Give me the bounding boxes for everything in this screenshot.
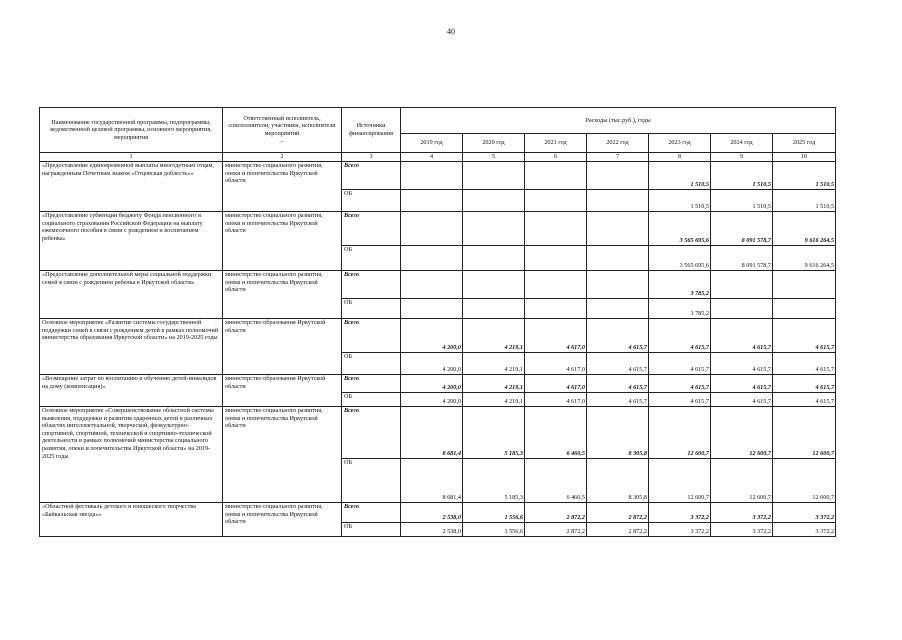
- ob-value: 4 200,0: [401, 353, 463, 375]
- total-value: 3 372,2: [711, 503, 773, 523]
- header-expenses: Расходы (тыс.руб.), годы: [401, 108, 836, 134]
- total-value: 4 615,7: [587, 319, 649, 353]
- ob-value: [401, 246, 463, 271]
- column-index: 3: [342, 153, 401, 162]
- ob-value: 4 615,7: [773, 353, 836, 375]
- total-value: [401, 162, 463, 190]
- ob-value: [463, 299, 525, 319]
- ob-value: 12 600,7: [711, 459, 773, 503]
- source-total: Всего: [342, 407, 401, 459]
- total-value: [587, 212, 649, 246]
- ob-value: [587, 299, 649, 319]
- header-responsible: [223, 108, 342, 153]
- ob-value: 4 615,7: [649, 353, 711, 375]
- total-value: 8 681,4: [401, 407, 463, 459]
- total-value: 12 600,7: [649, 407, 711, 459]
- header-year: 2021 год: [525, 134, 587, 153]
- table-row: [40, 271, 836, 299]
- ob-value: [463, 246, 525, 271]
- ob-value: [525, 299, 587, 319]
- row-name: «Предоставление единовременной выплаты многодетным отцам, награжденным Почетным знаком «Отцовская доблесть»»: [40, 162, 223, 212]
- total-value: 2 538,0: [401, 503, 463, 523]
- total-value: 2 872,2: [525, 503, 587, 523]
- source-total: Всего: [342, 162, 401, 190]
- ob-value: 1 556,6: [463, 523, 525, 537]
- total-value: 4 219,1: [463, 375, 525, 393]
- ob-value: 2 538,0: [401, 523, 463, 537]
- ob-value: [525, 246, 587, 271]
- header-year: 2020 год: [463, 134, 525, 153]
- table-row: [40, 162, 836, 190]
- ob-value: 4 615,7: [773, 393, 836, 407]
- ob-value: 8 091 578,7: [711, 246, 773, 271]
- total-value: 1 510,5: [711, 162, 773, 190]
- total-value: [773, 271, 836, 299]
- total-value: 4 615,7: [649, 319, 711, 353]
- ob-value: [525, 190, 587, 212]
- ob-value: 1 510,5: [649, 190, 711, 212]
- total-value: 5 185,3: [463, 407, 525, 459]
- row-responsible: министерство образования Иркутской области: [223, 319, 342, 375]
- row-responsible: министерство социального развития, опеки и попечительства Иркутской области: [223, 407, 342, 503]
- total-value: 4 615,7: [711, 375, 773, 393]
- total-value: 4 615,7: [773, 375, 836, 393]
- total-value: 3 372,2: [773, 503, 836, 523]
- header-year: 2024 год: [711, 134, 773, 153]
- ob-value: 2 872,2: [587, 523, 649, 537]
- header-year: 2025 год: [773, 134, 836, 153]
- total-value: [587, 162, 649, 190]
- source-ob: ОБ: [342, 246, 401, 271]
- ob-value: 4 615,7: [711, 393, 773, 407]
- source-ob: ОБ: [342, 393, 401, 407]
- header-year: 2023 год: [649, 134, 711, 153]
- column-index: 1: [40, 153, 223, 162]
- header-year: 2022 год: [587, 134, 649, 153]
- column-index: 4: [401, 153, 463, 162]
- row-responsible: министерство социального развития, опеки и попечительства Иркутской области: [223, 212, 342, 271]
- ob-value: 4 615,7: [649, 393, 711, 407]
- total-value: 6 460,5: [525, 407, 587, 459]
- total-value: 12 600,7: [773, 407, 836, 459]
- column-index: 9: [711, 153, 773, 162]
- total-value: 4 615,7: [587, 375, 649, 393]
- header-name: Наименование государственной программы, подпрограммы, ведомственной целевой программы, основного мероприятия, мероприятия: [40, 108, 223, 153]
- source-total: Всего: [342, 375, 401, 393]
- total-value: [525, 271, 587, 299]
- ob-value: 3 785,2: [649, 299, 711, 319]
- source-ob: ОБ: [342, 190, 401, 212]
- row-name: Основное мероприятие «Совершенствование областной системы выявления, поддержки и развития одаренных детей в различных областях интеллектуальной, творческой, физкультурно-спортивной, спортивной, технической и спортивно-технической деятельности в рамках полномочий министерства социального развития, опеки и попечительства Иркутской области» на 2019-2025 годы: [40, 407, 223, 503]
- total-value: 3 372,2: [649, 503, 711, 523]
- ob-value: 4 615,7: [711, 353, 773, 375]
- total-value: 4 615,7: [711, 319, 773, 353]
- total-value: 4 200,0: [401, 375, 463, 393]
- row-responsible: министерство социального развития, опеки и попечительства Иркутской области: [223, 503, 342, 537]
- ob-value: [401, 299, 463, 319]
- expenses-table: [39, 107, 836, 537]
- total-value: 1 556,6: [463, 503, 525, 523]
- source-total: Всего: [342, 212, 401, 246]
- ob-value: 3 372,2: [711, 523, 773, 537]
- ob-value: 9 616 264,5: [773, 246, 836, 271]
- total-value: 4 615,7: [649, 375, 711, 393]
- ob-value: 4 219,1: [463, 393, 525, 407]
- ob-value: [463, 190, 525, 212]
- ob-value: 4 617,0: [525, 353, 587, 375]
- total-value: 4 617,0: [525, 375, 587, 393]
- source-total: Всего: [342, 503, 401, 523]
- column-index: 8: [649, 153, 711, 162]
- ob-value: 3 372,2: [773, 523, 836, 537]
- ob-value: 4 219,1: [463, 353, 525, 375]
- total-value: 1 510,5: [649, 162, 711, 190]
- total-value: 8 305,8: [587, 407, 649, 459]
- total-value: [587, 271, 649, 299]
- row-name: Основное мероприятие «Развитие системы государственной поддержки семей в связи с рождением детей в рамках полномочий министерства образования Иркутской области» на 2019-2025 годы: [40, 319, 223, 375]
- ob-value: 5 185,3: [463, 459, 525, 503]
- row-name: «Возмещение затрат по воспитанию и обучению детей-инвалидов на дому (компенсация)»: [40, 375, 223, 407]
- table-row: [40, 375, 836, 393]
- page-number: 40: [447, 27, 455, 36]
- total-value: 4 200,0: [401, 319, 463, 353]
- ob-value: 12 600,7: [773, 459, 836, 503]
- total-value: [463, 212, 525, 246]
- table-row: [40, 319, 836, 353]
- column-index: 7: [587, 153, 649, 162]
- ob-value: [711, 299, 773, 319]
- total-value: 1 510,5: [773, 162, 836, 190]
- ob-value: 4 615,7: [587, 353, 649, 375]
- source-ob: ОБ: [342, 299, 401, 319]
- column-index: 6: [525, 153, 587, 162]
- total-value: 9 616 264,5: [773, 212, 836, 246]
- source-ob: ОБ: [342, 353, 401, 375]
- column-index: 5: [463, 153, 525, 162]
- ob-value: 6 460,5: [525, 459, 587, 503]
- ob-value: 1 510,5: [711, 190, 773, 212]
- header-responsible-suffix: –: [280, 137, 284, 145]
- total-value: 4 617,0: [525, 319, 587, 353]
- ob-value: [587, 190, 649, 212]
- total-value: 4 219,1: [463, 319, 525, 353]
- total-value: 3 785,2: [649, 271, 711, 299]
- total-value: [463, 162, 525, 190]
- ob-value: [401, 190, 463, 212]
- ob-value: 12 600,7: [649, 459, 711, 503]
- row-name: «Предоставление субвенции бюджету Фонда пенсионного и социального страхования Российской Федерации на выплату ежемесячного пособия в связи с рождением и воспитанием ребенка»: [40, 212, 223, 271]
- ob-value: 4 200,0: [401, 393, 463, 407]
- total-value: 12 600,7: [711, 407, 773, 459]
- header-year: 2019 год: [401, 134, 463, 153]
- row-name: «Предоставление дополнительной меры социальной поддержки семей в связи с рождением ребенка в Иркутской области»: [40, 271, 223, 319]
- total-value: [401, 271, 463, 299]
- row-responsible: министерство социального развития, опеки и попечительства Иркутской области: [223, 162, 342, 212]
- row-name: «Областной фестиваль детского и юношеского творчества «Байкальская звезда»»: [40, 503, 223, 537]
- ob-value: 2 872,2: [525, 523, 587, 537]
- total-value: [463, 271, 525, 299]
- total-value: 3 565 695,6: [649, 212, 711, 246]
- total-value: 4 615,7: [773, 319, 836, 353]
- total-value: [525, 212, 587, 246]
- header-responsible-text: Ответственный исполнитель, соисполнители, участники, исполнители мероприятий: [228, 114, 336, 137]
- ob-value: 1 510,5: [773, 190, 836, 212]
- ob-value: [773, 299, 836, 319]
- ob-value: 4 617,0: [525, 393, 587, 407]
- row-responsible: министерство образования Иркутской области: [223, 375, 342, 407]
- header-source: Источники финансирования: [342, 108, 401, 153]
- table-row: [40, 212, 836, 246]
- source-total: Всего: [342, 271, 401, 299]
- total-value: 2 872,2: [587, 503, 649, 523]
- source-total: Всего: [342, 319, 401, 353]
- total-value: [525, 162, 587, 190]
- total-value: [401, 212, 463, 246]
- ob-value: 8 305,8: [587, 459, 649, 503]
- table-row: [40, 503, 836, 523]
- ob-value: [587, 246, 649, 271]
- column-index: 2: [223, 153, 342, 162]
- column-index: 10: [773, 153, 836, 162]
- total-value: 8 091 578,7: [711, 212, 773, 246]
- ob-value: 3 372,2: [649, 523, 711, 537]
- row-responsible: министерство социального развития, опеки и попечительства Иркутской области: [223, 271, 342, 319]
- source-ob: ОБ: [342, 459, 401, 503]
- ob-value: 4 615,7: [587, 393, 649, 407]
- ob-value: 8 681,4: [401, 459, 463, 503]
- source-ob: ОБ: [342, 523, 401, 537]
- ob-value: 3 565 695,6: [649, 246, 711, 271]
- total-value: [711, 271, 773, 299]
- table-row: [40, 407, 836, 459]
